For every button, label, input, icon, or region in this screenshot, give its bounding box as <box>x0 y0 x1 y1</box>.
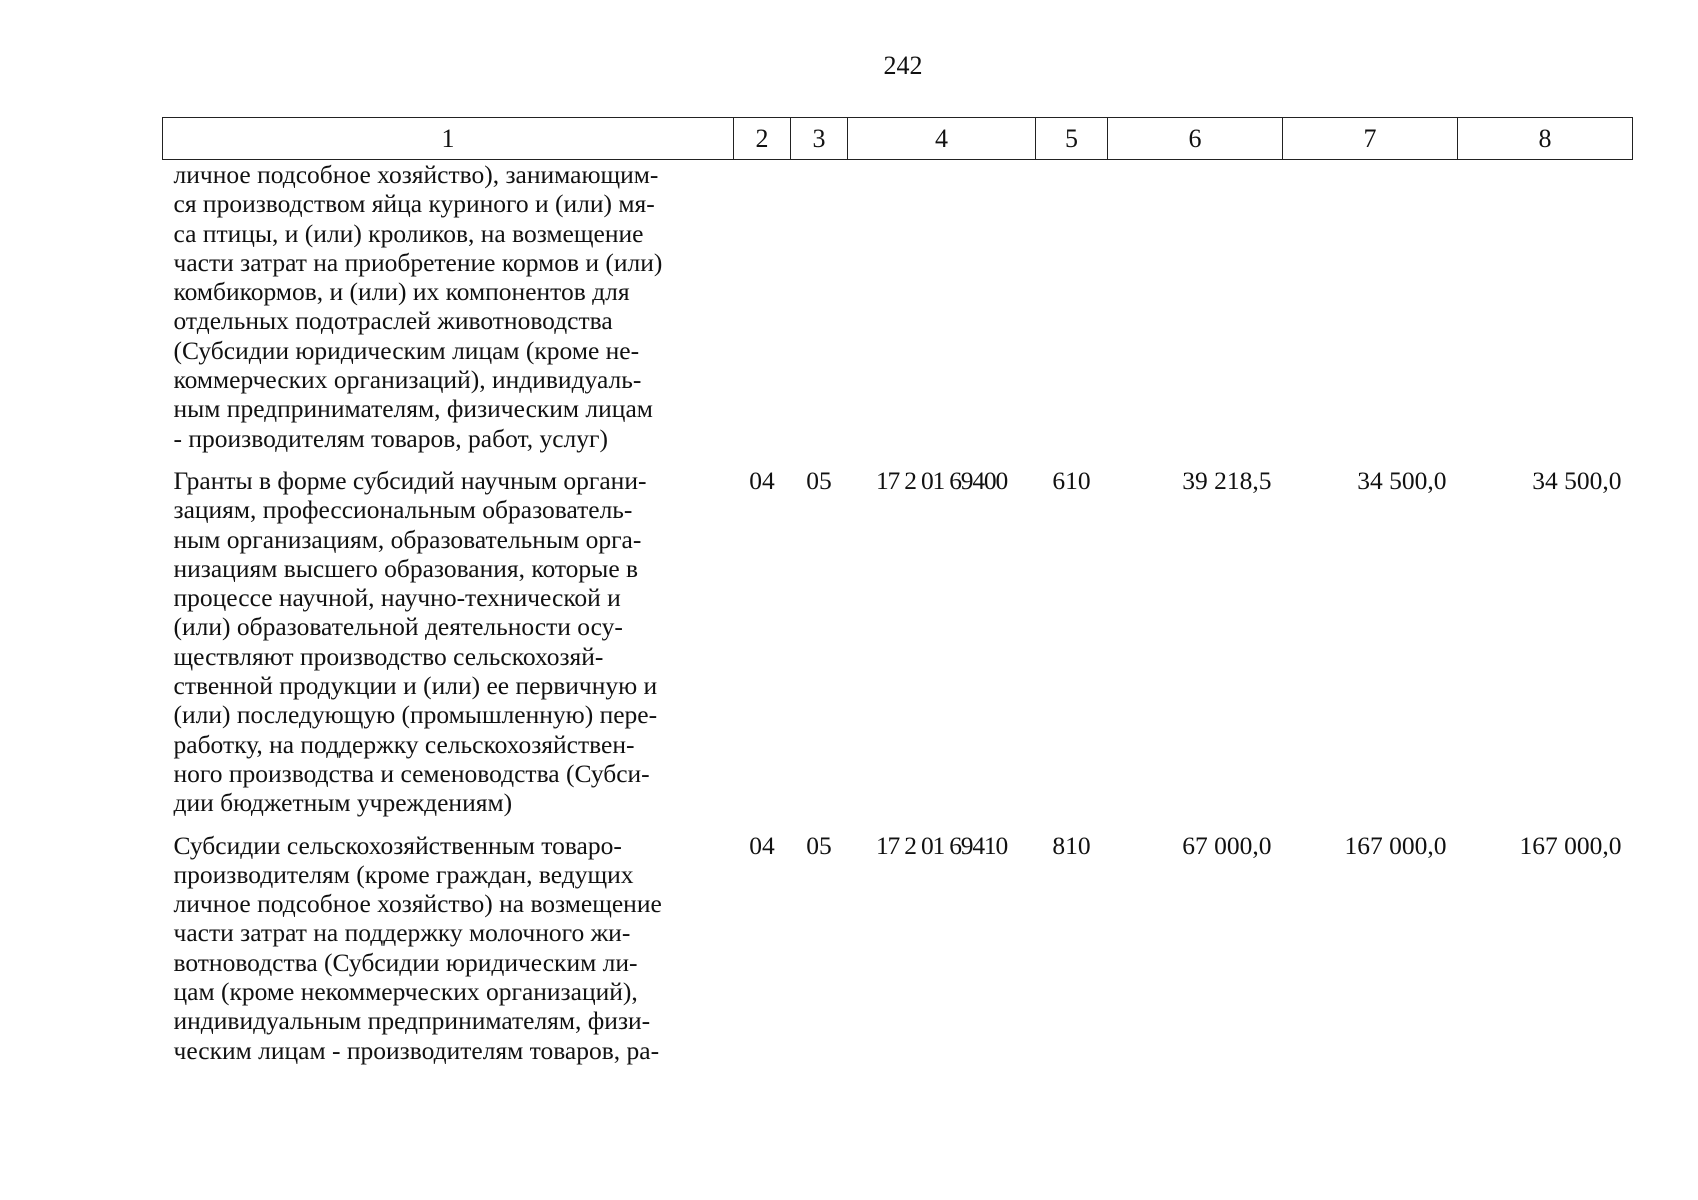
description-line: части затрат на приобретение кормов и (или) <box>173 247 663 277</box>
description-line: (или) образовательной деятельности осу- <box>173 612 623 642</box>
description-line: низациям высшего образования, которые в <box>173 553 639 583</box>
description-line: ственной продукции и (или) ее первичную и <box>173 671 658 701</box>
description-line: комбикормов, и (или) их компонентов для <box>173 277 630 307</box>
description-line: зациям, профессиональным образователь- <box>173 495 633 525</box>
header-col-6: 6 <box>1108 118 1283 160</box>
cell-expense-type: 610 <box>1052 465 1091 495</box>
description-line: - производителям товаров, работ, услуг) <box>173 423 608 453</box>
header-col-5: 5 <box>1036 118 1108 160</box>
description-line: (Субсидии юридическим лицам (кроме не- <box>173 335 640 365</box>
description-line: ным организациям, образовательным орга- <box>173 524 642 554</box>
cell-subsection <box>791 160 848 466</box>
cell-amount-year-2: 34 500,0 <box>1357 465 1447 495</box>
description-line: са птицы, и (или) кроликов, на возмещение <box>173 218 644 248</box>
description-line: процессе научной, научно-технической и <box>173 583 621 613</box>
cell-subsection: 05 <box>806 830 832 860</box>
header-col-2: 2 <box>734 118 791 160</box>
description-line: ным предпринимателям, физическим лицам <box>173 394 653 424</box>
cell-amount-year-3: 34 500,0 <box>1532 465 1622 495</box>
description-line: ческим лицам - производителям товаров, ра- <box>173 1035 660 1065</box>
cell-amount-year-1: 39 218,5 <box>1182 465 1272 495</box>
description-line: отдельных подотраслей животноводства <box>173 306 613 336</box>
cell-amount-year-3: 167 000,0 <box>1519 830 1622 860</box>
description-line: работку, на поддержку сельскохозяйствен- <box>173 729 635 759</box>
page-number: 242 <box>883 51 923 80</box>
header-col-7: 7 <box>1283 118 1458 160</box>
cell-expense-type: 810 <box>1052 830 1091 860</box>
description-line: ного производства и семеноводства (Субси- <box>173 758 650 788</box>
cell-amount-year-3 <box>1458 160 1633 466</box>
cell-section <box>734 160 791 466</box>
description-line: Субсидии сельскохозяйственным товаро- <box>173 830 622 860</box>
cell-expense-type <box>1036 160 1108 466</box>
cell-amount-year-2 <box>1283 160 1458 466</box>
cell-target-article: 17 2 01 69400 <box>875 465 1008 495</box>
cell-amount-year-2: 167 000,0 <box>1344 830 1447 860</box>
cell-section: 04 <box>749 830 775 860</box>
description-line: коммерческих организаций), индивидуаль- <box>173 365 642 395</box>
description-line: ся производством яйца куриного и (или) мя- <box>173 189 655 219</box>
row-description <box>163 831 734 1078</box>
description-line: ществляют производство сельскохозяй- <box>173 641 604 671</box>
description-line: индивидуальным предпринимателям, физи- <box>173 1006 651 1036</box>
table-row <box>163 466 1633 831</box>
description-line: цам (кроме некоммерческих организаций), <box>173 977 638 1007</box>
cell-section: 04 <box>749 465 775 495</box>
description-line: вотноводства (Субсидии юридическим ли- <box>173 947 638 977</box>
row-description <box>163 466 734 831</box>
header-col-8: 8 <box>1458 118 1633 160</box>
description-line: личное подсобное хозяйство) на возмещение <box>173 889 662 919</box>
table-row <box>163 160 1633 466</box>
description-line: части затрат на поддержку молочного жи- <box>173 918 631 948</box>
header-row <box>163 118 1633 160</box>
description-line: (или) последующую (промышленную) пере- <box>173 700 658 730</box>
cell-target-article: 17 2 01 69410 <box>875 830 1008 860</box>
description-line: дии бюджетным учреждениям) <box>173 788 513 818</box>
header-col-3: 3 <box>791 118 848 160</box>
description-line: производителям (кроме граждан, ведущих <box>173 859 634 889</box>
description-line: личное подсобное хозяйство), занимающим- <box>173 160 659 189</box>
table-body <box>163 160 1633 1078</box>
header-col-1: 1 <box>163 118 734 160</box>
cell-subsection: 05 <box>806 465 832 495</box>
budget-table <box>162 117 1633 1078</box>
row-description <box>163 160 734 466</box>
cell-amount-year-1: 67 000,0 <box>1182 830 1272 860</box>
cell-amount-year-1 <box>1108 160 1283 466</box>
description-line: Гранты в форме субсидий научным органи- <box>173 465 647 495</box>
cell-target-article <box>848 160 1036 466</box>
table-row <box>163 831 1633 1078</box>
table-header <box>163 118 1633 160</box>
header-col-4: 4 <box>848 118 1036 160</box>
